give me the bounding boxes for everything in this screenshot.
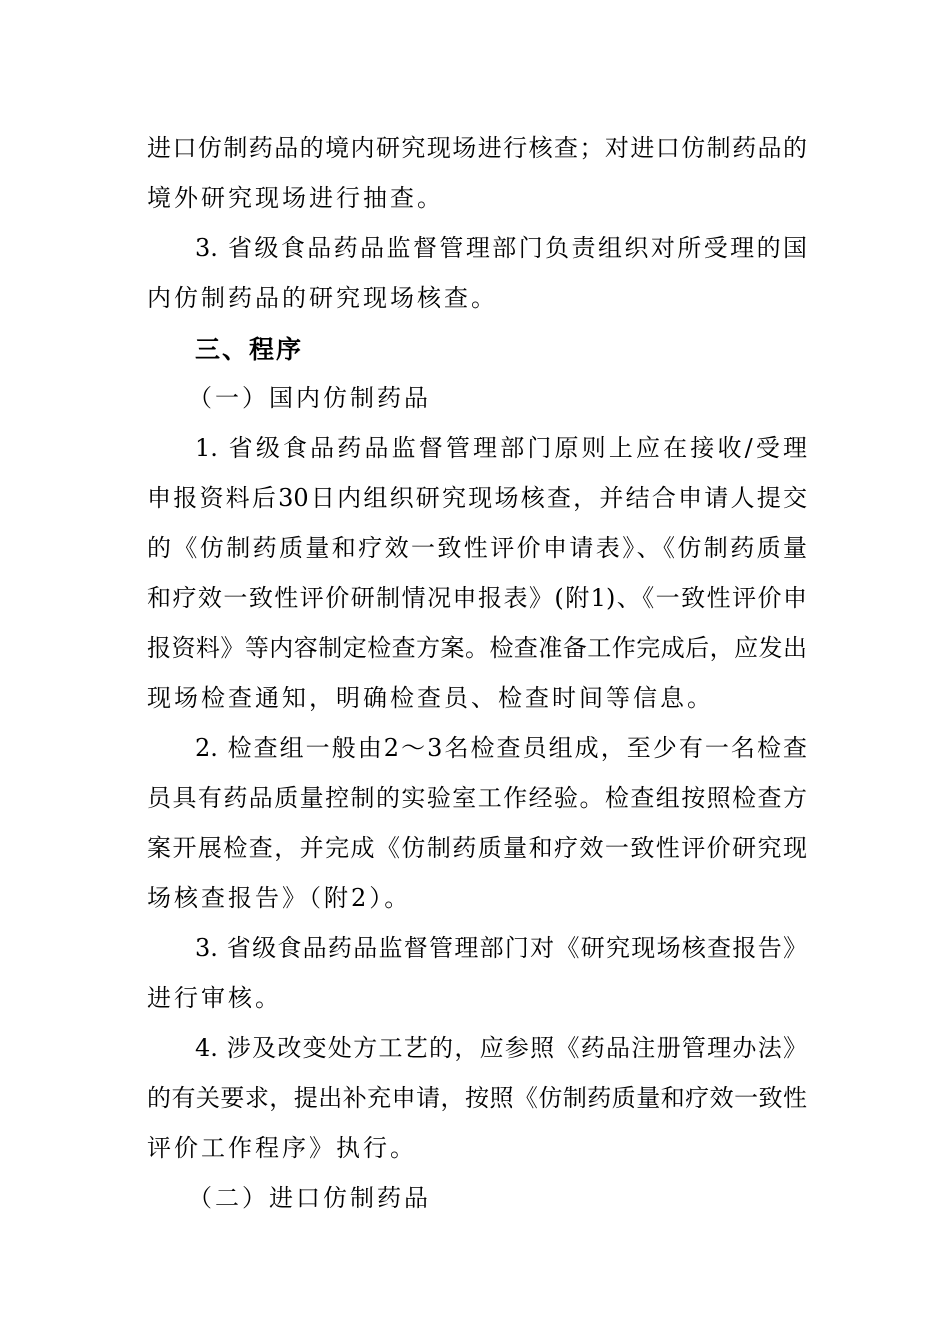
text-line: 境外研究现场进行抽查。 (147, 184, 444, 212)
subsection-heading: （二）进口仿制药品 (188, 1184, 431, 1212)
text-line: 3. 省级食品药品监督管理部门对《研究现场核查报告》 (195, 934, 807, 962)
text-line: 进口仿制药品的境内研究现场进行核查；对进口仿制药品的 (147, 134, 807, 162)
text-line: 案开展检查，并完成《仿制药质量和疗效一致性评价研究现 (147, 834, 807, 862)
text-line: 1. 省级食品药品监督管理部门原则上应在接收/受理 (195, 434, 807, 462)
text-line: 的有关要求，提出补充申请，按照《仿制药质量和疗效一致性 (147, 1084, 807, 1112)
text-line: 进行审核。 (147, 984, 282, 1012)
text-line: 评价工作程序》执行。 (147, 1134, 417, 1162)
text-line: 报资料》等内容制定检查方案。检查准备工作完成后，应发出 (147, 634, 807, 662)
text-line: 和疗效一致性评价研制情况申报表》(附1)、《一致性评价申 (147, 584, 807, 612)
text-line: 员具有药品质量控制的实验室工作经验。检查组按照检查方 (147, 784, 807, 812)
text-line: 4. 涉及改变处方工艺的，应参照《药品注册管理办法》 (195, 1034, 807, 1062)
text-line: 3. 省级食品药品监督管理部门负责组织对所受理的国 (195, 234, 807, 262)
subsection-heading: （一）国内仿制药品 (188, 384, 431, 412)
text-line: 现场检查通知，明确检查员、检查时间等信息。 (147, 684, 714, 712)
text-line: 场核查报告》（附2）。 (147, 884, 412, 912)
text-line: 2. 检查组一般由2～3名检查员组成，至少有一名检查 (195, 734, 807, 762)
text-line: 内仿制药品的研究现场核查。 (147, 284, 498, 312)
section-heading: 三、程序 (195, 335, 304, 364)
text-line: 申报资料后30日内组织研究现场核查，并结合申请人提交 (147, 484, 807, 512)
text-line: 的《仿制药质量和疗效一致性评价申请表》、《仿制药质量 (147, 534, 807, 562)
